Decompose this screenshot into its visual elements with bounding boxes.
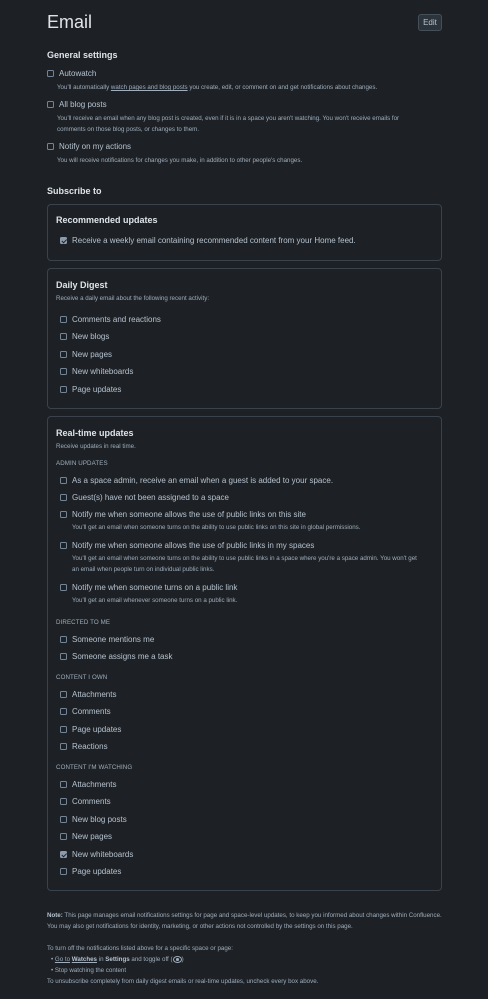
watching-checkbox[interactable] bbox=[60, 868, 67, 875]
watching-checkbox[interactable] bbox=[60, 833, 67, 840]
daily-digest-subtitle: Receive a daily email about the following recent activity: bbox=[56, 295, 210, 302]
realtime-subtitle: Receive updates in real time. bbox=[56, 443, 136, 450]
admin-updates-label: ADMIN UPDATES bbox=[56, 460, 108, 467]
admin-option-description: You'll get an email when someone turns on the ability to use public links in a space where you're a space admin. You won't get an email when people turn on individual public links. bbox=[72, 555, 417, 573]
turn-off-bullet-2: • Stop watching the content bbox=[51, 967, 127, 974]
note-text: This page manages email notifications settings for page and space-level updates, to keep you informed about changes within Confluence. You may also get notifications for identity, marketing, or other actions not controlled by the settings on this page. bbox=[47, 912, 442, 930]
watching-option-label: Attachments bbox=[72, 780, 117, 789]
directed-checkbox[interactable] bbox=[60, 653, 67, 660]
admin-option-notify-me-when-someone-allows-the-use-of[interactable] bbox=[60, 541, 314, 550]
recommended-option[interactable] bbox=[60, 236, 356, 245]
admin-option-notify-me-when-someone-turns-on-a-public[interactable] bbox=[60, 583, 237, 592]
email-settings-page bbox=[47, 0, 442, 985]
digest-option-label: New whiteboards bbox=[72, 367, 134, 376]
settings-bold: Settings bbox=[105, 956, 130, 963]
digest-option-comments-and-reactions[interactable] bbox=[60, 315, 161, 324]
directed-checkbox[interactable] bbox=[60, 636, 67, 643]
recommended-title: Recommended updates bbox=[56, 215, 158, 225]
digest-checkbox[interactable] bbox=[60, 368, 67, 375]
admin-checkbox[interactable] bbox=[60, 542, 67, 549]
digest-option-label: New blogs bbox=[72, 332, 110, 341]
watching-option-label: New whiteboards bbox=[72, 850, 134, 859]
autowatch-checkbox[interactable] bbox=[47, 70, 54, 77]
watching-option-comments[interactable] bbox=[60, 797, 111, 806]
own-option-label: Page updates bbox=[72, 725, 122, 734]
all-blog-posts-description: You'll receive an email when any blog post is created, even if it is in a space you aren't watching. You won't receive emails for comments on those blog posts, or changes to them. bbox=[57, 115, 400, 133]
notify-actions-checkbox[interactable] bbox=[47, 143, 54, 150]
digest-option-new-blogs[interactable] bbox=[60, 332, 109, 341]
watching-option-new-pages[interactable] bbox=[60, 832, 112, 841]
watches-link[interactable] bbox=[72, 956, 97, 963]
watching-option-label: Comments bbox=[72, 797, 111, 806]
go-to-link[interactable]: Go to bbox=[54, 956, 71, 963]
admin-option-label: Guest(s) have not been assigned to a space bbox=[72, 493, 229, 502]
admin-checkbox[interactable] bbox=[60, 477, 67, 484]
directed-option-someone-mentions-me[interactable] bbox=[60, 635, 154, 644]
recommended-checkbox[interactable] bbox=[60, 237, 67, 244]
notify-actions-label: Notify on my actions bbox=[59, 142, 132, 151]
digest-option-label: New pages bbox=[72, 350, 113, 359]
autowatch-desc-pre: You'll automatically bbox=[57, 84, 111, 91]
admin-option-guest-s-have-not-been-assigned-to-a-spac[interactable] bbox=[60, 493, 229, 502]
own-checkbox[interactable] bbox=[60, 743, 67, 750]
note-bold: Note: bbox=[47, 912, 63, 919]
watching-checkbox[interactable] bbox=[60, 851, 67, 858]
notify-actions-option[interactable] bbox=[47, 142, 131, 151]
watch-pages-link[interactable]: watch pages and blog posts bbox=[110, 84, 188, 91]
digest-option-new-pages[interactable] bbox=[60, 350, 112, 359]
admin-option-label: Notify me when someone allows the use of public links in my spaces bbox=[72, 541, 315, 550]
own-option-label: Comments bbox=[72, 707, 111, 716]
admin-option-label: Notify me when someone turns on a public link bbox=[72, 583, 238, 592]
admin-option-notify-me-when-someone-allows-the-use-of[interactable] bbox=[60, 510, 306, 519]
footer-note bbox=[47, 910, 442, 932]
daily-digest-title: Daily Digest bbox=[56, 280, 108, 290]
turn-off-bullet-1: • Go to Watches in Settings and toggle off ( ) bbox=[51, 956, 184, 963]
watches-link-text: Watches bbox=[71, 956, 97, 963]
page-title: Email bbox=[47, 12, 93, 32]
watching-option-label: New pages bbox=[72, 832, 113, 841]
digest-option-label: Comments and reactions bbox=[72, 315, 161, 324]
autowatch-description bbox=[57, 82, 407, 93]
unsubscribe-note: To unsubscribe completely from daily digest emails or real-time updates, uncheck every box above. bbox=[47, 978, 319, 985]
all-blog-posts-option[interactable] bbox=[47, 100, 107, 109]
watching-option-new-blog-posts[interactable] bbox=[60, 815, 127, 824]
realtime-title: Real-time updates bbox=[56, 428, 134, 438]
edit-button[interactable]: Edit bbox=[418, 14, 442, 31]
eye-icon bbox=[173, 956, 182, 963]
admin-option-label: Notify me when someone allows the use of public links on this site bbox=[72, 510, 306, 519]
directed-option-label: Someone mentions me bbox=[72, 635, 155, 644]
page-header bbox=[47, 0, 442, 45]
watching-option-new-whiteboards[interactable] bbox=[60, 850, 133, 859]
digest-option-label: Page updates bbox=[72, 385, 122, 394]
digest-checkbox[interactable] bbox=[60, 333, 67, 340]
content-watching-label: CONTENT I'M WATCHING bbox=[56, 764, 133, 771]
watching-option-attachments[interactable] bbox=[60, 780, 116, 789]
own-option-reactions[interactable] bbox=[60, 742, 108, 751]
all-blog-posts-label: All blog posts bbox=[59, 100, 107, 109]
recommended-label: Receive a weekly email containing recommended content from your Home feed. bbox=[72, 236, 356, 245]
directed-option-label: Someone assigns me a task bbox=[72, 652, 173, 661]
watching-checkbox[interactable] bbox=[60, 816, 67, 823]
own-checkbox[interactable] bbox=[60, 691, 67, 698]
general-settings-heading: General settings bbox=[47, 50, 118, 60]
own-option-label: Attachments bbox=[72, 690, 117, 699]
watching-option-label: Page updates bbox=[72, 867, 122, 876]
bullet1-end: ) bbox=[181, 956, 184, 963]
own-option-attachments[interactable] bbox=[60, 690, 116, 699]
own-option-comments[interactable] bbox=[60, 707, 111, 716]
autowatch-label: Autowatch bbox=[59, 69, 97, 78]
watching-option-label: New blog posts bbox=[72, 815, 127, 824]
autowatch-option[interactable] bbox=[47, 69, 96, 78]
admin-checkbox[interactable] bbox=[60, 511, 67, 518]
digest-checkbox[interactable] bbox=[60, 316, 67, 323]
bullet2-text: Stop watching the content bbox=[54, 967, 127, 974]
admin-option-as-a-space-admin-receive-an-email-when-a[interactable] bbox=[60, 476, 333, 485]
own-checkbox[interactable] bbox=[60, 708, 67, 715]
own-option-page-updates[interactable] bbox=[60, 725, 121, 734]
own-option-label: Reactions bbox=[72, 742, 108, 751]
admin-option-description: You'll get an email whenever someone turns on a public link. bbox=[72, 597, 238, 604]
digest-option-new-whiteboards[interactable] bbox=[60, 367, 133, 376]
own-checkbox[interactable] bbox=[60, 726, 67, 733]
bullet1-mid: in bbox=[96, 956, 106, 963]
content-own-label: CONTENT I OWN bbox=[56, 674, 108, 681]
digest-checkbox[interactable] bbox=[60, 351, 67, 358]
notify-actions-description: You will receive notifications for changes you make, in addition to other people's changes. bbox=[57, 157, 303, 164]
realtime-updates-card bbox=[47, 416, 442, 891]
subscribe-heading: Subscribe to bbox=[47, 186, 102, 196]
admin-checkbox[interactable] bbox=[60, 584, 67, 591]
digest-checkbox[interactable] bbox=[60, 386, 67, 393]
admin-option-description: You'll get an email when someone turns on the ability to use public links on this site in global permissions. bbox=[72, 524, 361, 531]
watching-checkbox[interactable] bbox=[60, 798, 67, 805]
daily-digest-card bbox=[47, 268, 442, 409]
bullet1-post: and toggle off ( bbox=[129, 956, 173, 963]
autowatch-desc-post: you create, edit, or comment on and get notifications about changes. bbox=[187, 84, 378, 91]
admin-option-label: As a space admin, receive an email when a guest is added to your space. bbox=[72, 476, 334, 485]
recommended-updates-card bbox=[47, 204, 442, 261]
admin-checkbox[interactable] bbox=[60, 494, 67, 501]
directed-label: DIRECTED TO ME bbox=[56, 619, 111, 626]
digest-option-page-updates[interactable] bbox=[60, 385, 121, 394]
watching-checkbox[interactable] bbox=[60, 781, 67, 788]
all-blog-posts-checkbox[interactable] bbox=[47, 101, 54, 108]
directed-option-someone-assigns-me-a-task[interactable] bbox=[60, 652, 173, 661]
turn-off-intro: To turn off the notifications listed above for a specific space or page: bbox=[47, 945, 233, 952]
watching-option-page-updates[interactable] bbox=[60, 867, 121, 876]
